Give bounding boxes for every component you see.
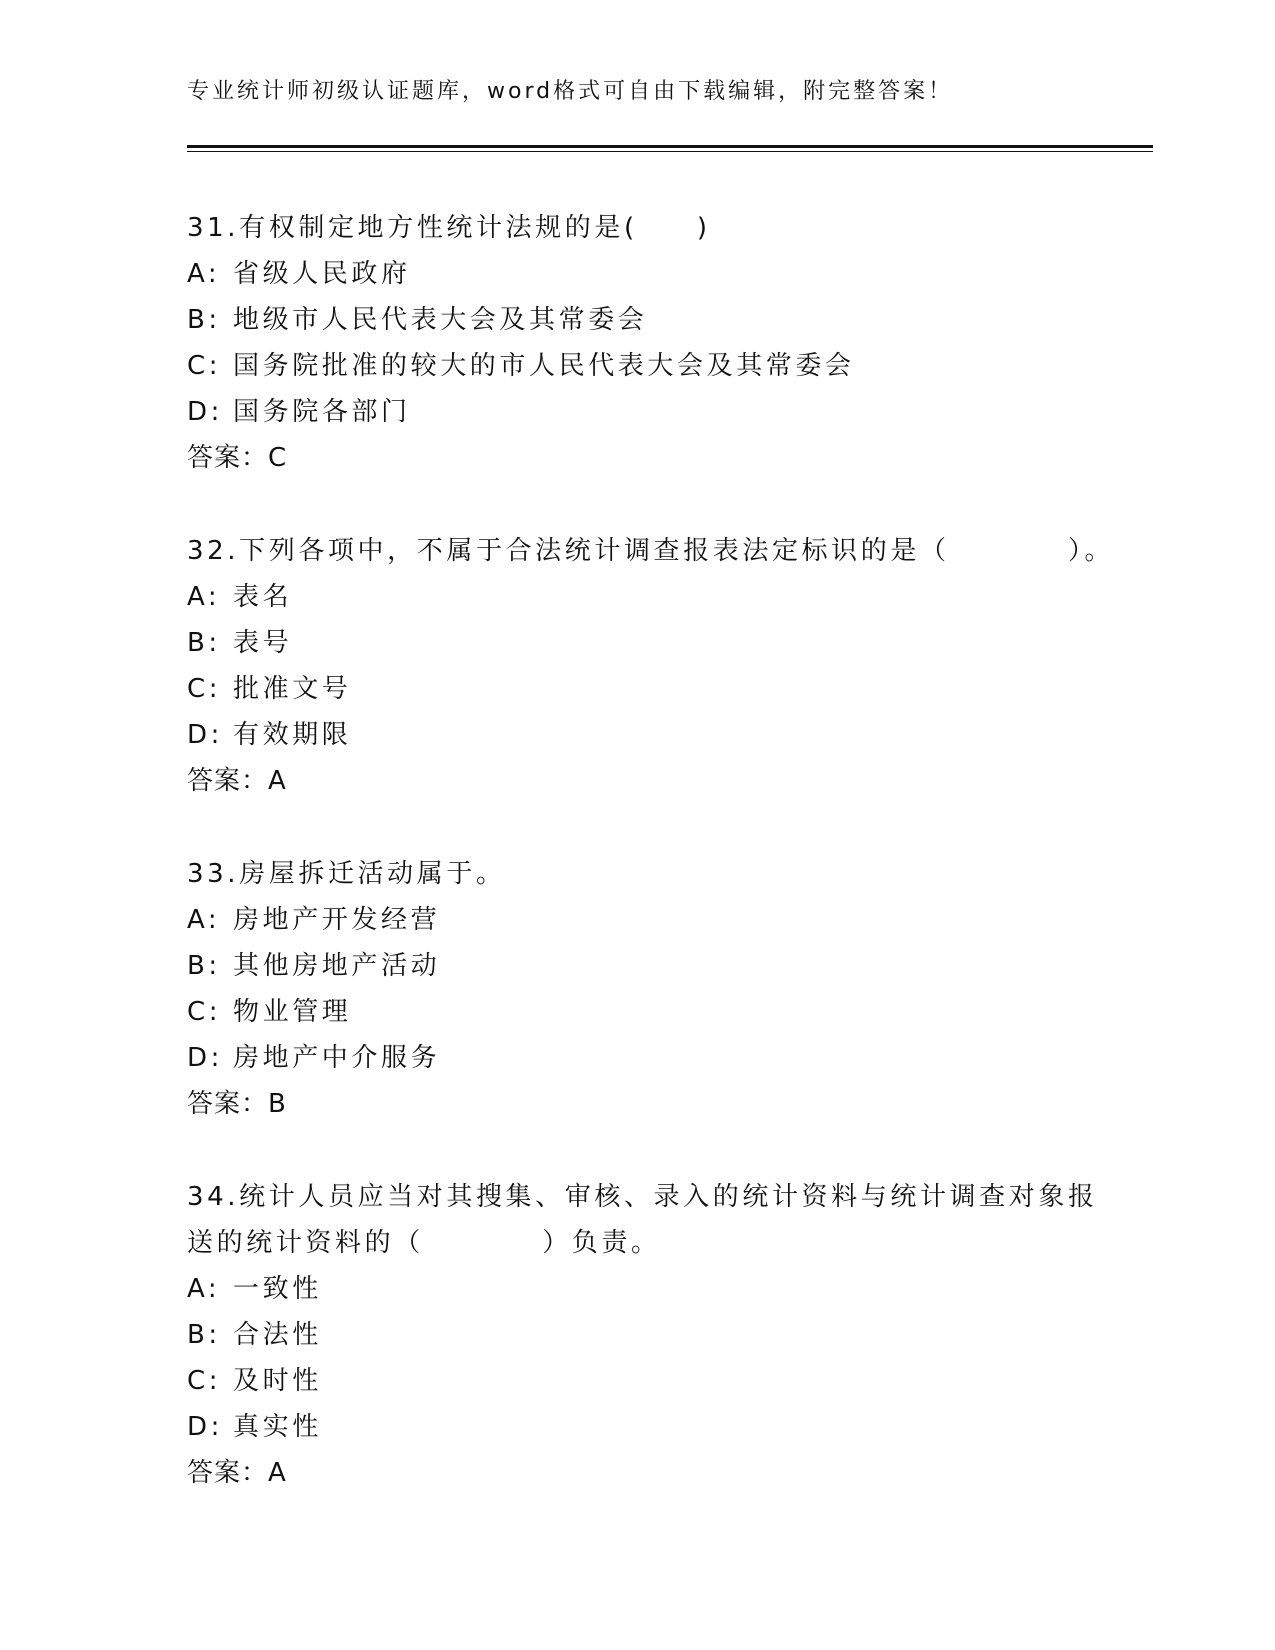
answer-value: B [268, 1089, 287, 1119]
option-d [187, 1404, 1087, 1450]
option-a [187, 251, 1087, 297]
answer-value: C [268, 443, 288, 473]
option-text: 表名 [233, 582, 293, 612]
option-text: 合法性 [233, 1320, 322, 1350]
question-33 [187, 851, 1087, 1127]
option-c [187, 666, 1087, 712]
option-key: D: [187, 397, 223, 427]
option-key: A: [187, 905, 221, 935]
answer-label: 答案： [187, 443, 269, 473]
answer-line [187, 435, 1087, 481]
option-a [187, 1266, 1087, 1312]
question-stem: 32.下列各项中，不属于合法统计调查报表法定标识的是（ ）。 [187, 536, 1115, 566]
option-text: 一致性 [233, 1274, 322, 1304]
option-key: B: [187, 1320, 221, 1350]
question-list [187, 205, 1115, 1543]
option-a [187, 574, 1087, 620]
option-text: 真实性 [233, 1412, 322, 1442]
option-text: 房地产中介服务 [233, 1043, 441, 1073]
option-text: 有效期限 [233, 720, 352, 750]
option-text: 国务院批准的较大的市人民代表大会及其常委会 [233, 351, 855, 381]
answer-label: 答案： [187, 1458, 269, 1488]
option-a [187, 897, 1087, 943]
option-b [187, 1312, 1087, 1358]
answer-value: A [268, 766, 287, 796]
option-key: A: [187, 1274, 221, 1304]
option-key: D: [187, 1043, 223, 1073]
answer-label: 答案： [187, 766, 269, 796]
answer-line [187, 1450, 1087, 1496]
option-text: 房地产开发经营 [233, 905, 441, 935]
option-text: 批准文号 [233, 674, 352, 704]
option-c [187, 1358, 1087, 1404]
option-key: D: [187, 720, 223, 750]
header-rule-thick [187, 145, 1153, 148]
question-stem: 31.有权制定地方性统计法规的是( ) [187, 213, 711, 243]
option-key: C: [187, 1366, 222, 1396]
question-stem: 33.房屋拆迁活动属于。 [187, 859, 506, 889]
option-text: 其他房地产活动 [233, 951, 441, 981]
option-text: 省级人民政府 [233, 259, 411, 289]
option-key: A: [187, 582, 221, 612]
option-key: D: [187, 1412, 223, 1442]
option-key: C: [187, 674, 222, 704]
question-stem: 34.统计人员应当对其搜集、审核、录入的统计资料与统计调查对象报 [187, 1182, 1098, 1212]
option-key: B: [187, 305, 221, 335]
question-32 [187, 528, 1115, 804]
question-stem-continued: 送的统计资料的（ ）负责。 [187, 1228, 661, 1258]
option-key: B: [187, 628, 221, 658]
question-31 [187, 205, 1087, 481]
option-text: 表号 [233, 628, 293, 658]
option-text: 及时性 [233, 1366, 322, 1396]
option-text: 地级市人民代表大会及其常委会 [233, 305, 648, 335]
option-key: B: [187, 951, 221, 981]
option-key: C: [187, 997, 222, 1027]
option-text: 物业管理 [233, 997, 352, 1027]
option-b [187, 297, 1087, 343]
answer-value: A [268, 1458, 287, 1488]
option-c [187, 989, 1087, 1035]
answer-line [187, 1081, 1087, 1127]
option-d [187, 712, 1087, 758]
answer-label: 答案： [187, 1089, 269, 1119]
option-b [187, 943, 1087, 989]
answer-line [187, 758, 1087, 804]
question-34 [187, 1174, 1098, 1496]
option-key: C: [187, 351, 222, 381]
option-d [187, 1035, 1087, 1081]
option-d [187, 389, 1087, 435]
header-rule-thin [187, 151, 1153, 152]
option-text: 国务院各部门 [233, 397, 411, 427]
option-key: A: [187, 259, 221, 289]
option-c [187, 343, 1087, 389]
option-b [187, 620, 1087, 666]
page-header-title: 专业统计师初级认证题库，word格式可自由下载编辑，附完整答案！ [187, 79, 954, 104]
